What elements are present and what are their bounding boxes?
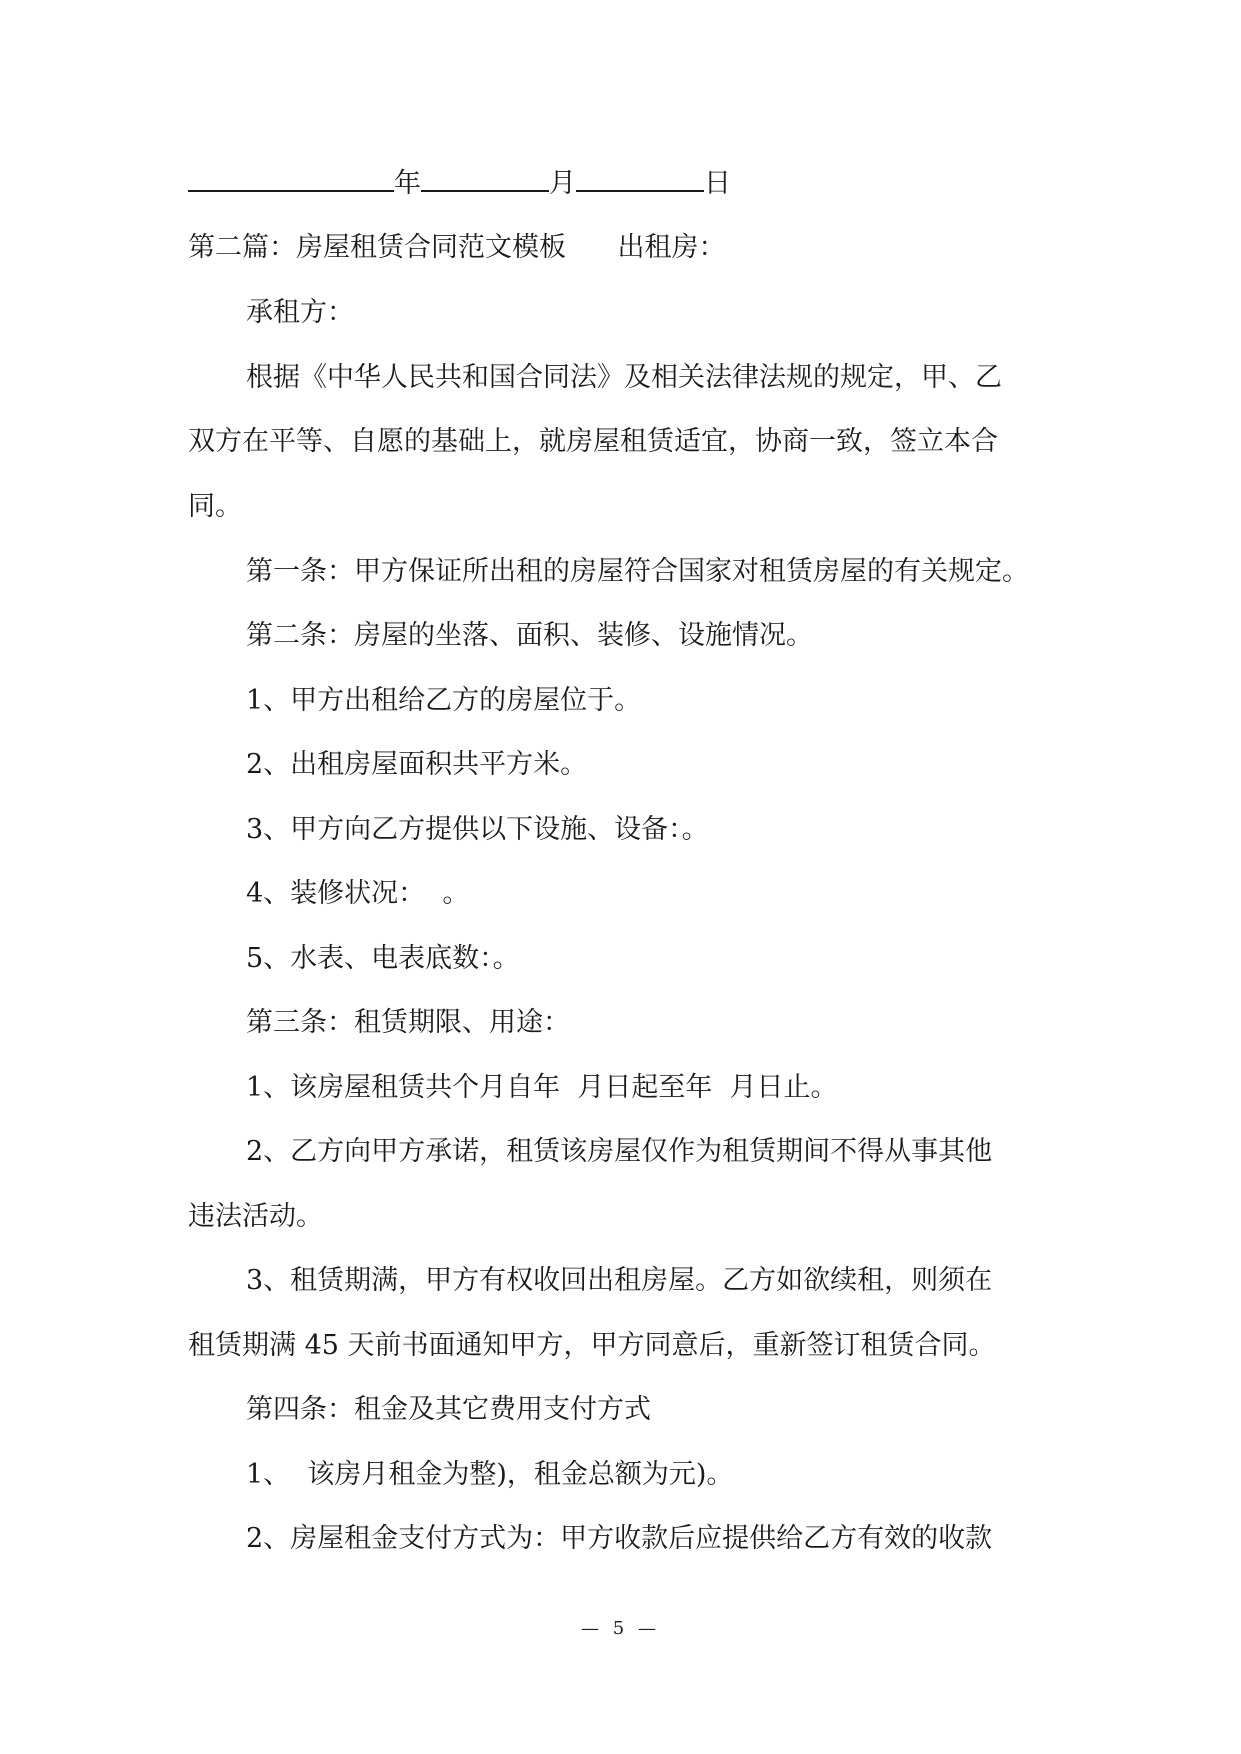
list-item: 4、装修状况： 。 <box>246 878 470 909</box>
paragraph-line: 承租方： <box>246 297 354 328</box>
list-item: 1、 该房月租金为整)，租金总额为元)。 <box>246 1459 734 1490</box>
paragraph-line: 根据《中华人民共和国合同法》及相关法律法规的规定，甲、乙 <box>246 362 1002 393</box>
list-item: 3、甲方向乙方提供以下设施、设备：。 <box>246 814 709 845</box>
paragraph-line: 同。 <box>188 491 242 522</box>
year-blank <box>188 164 394 192</box>
list-item: 2、出租房屋面积共平方米。 <box>246 749 588 780</box>
clause-line: 第四条：租金及其它费用支付方式 <box>246 1394 651 1425</box>
list-item: 3、租赁期满，甲方有权收回出租房屋。乙方如欲续租，则须在 <box>246 1265 993 1296</box>
list-item: 1、甲方出租给乙方的房屋位于。 <box>246 685 642 716</box>
clause-line: 第三条：租赁期限、用途： <box>246 1007 570 1038</box>
month-blank <box>421 164 549 192</box>
page-number: — 5 — <box>581 1618 660 1639</box>
clause-line: 第二条：房屋的坐落、面积、装修、设施情况。 <box>246 620 813 651</box>
paragraph-line: 租赁期满 45 天前书面通知甲方，甲方同意后，重新签订租赁合同。 <box>188 1330 996 1361</box>
paragraph-line: 双方在平等、自愿的基础上，就房屋租赁适宜，协商一致，签立本合 <box>188 426 998 457</box>
year-label: 年 <box>394 168 421 199</box>
clause-line: 第一条：甲方保证所出租的房屋符合国家对租赁房屋的有关规定。 <box>246 556 1029 587</box>
month-label: 月 <box>549 168 576 199</box>
paragraph-line: 违法活动。 <box>188 1201 323 1232</box>
date-line <box>188 164 731 202</box>
list-item: 2、房屋租金支付方式为：甲方收款后应提供给乙方有效的收款 <box>246 1523 993 1554</box>
list-item: 1、该房屋租赁共个月自年 月日起至年 月日止。 <box>246 1072 838 1103</box>
section-title: 第二篇：房屋租赁合同范文模板 出租房： <box>188 232 726 263</box>
day-label: 日 <box>704 168 731 199</box>
day-blank <box>576 164 704 192</box>
list-item: 2、乙方向甲方承诺，租赁该房屋仅作为租赁期间不得从事其他 <box>246 1136 993 1167</box>
list-item: 5、水表、电表底数：。 <box>246 943 520 974</box>
